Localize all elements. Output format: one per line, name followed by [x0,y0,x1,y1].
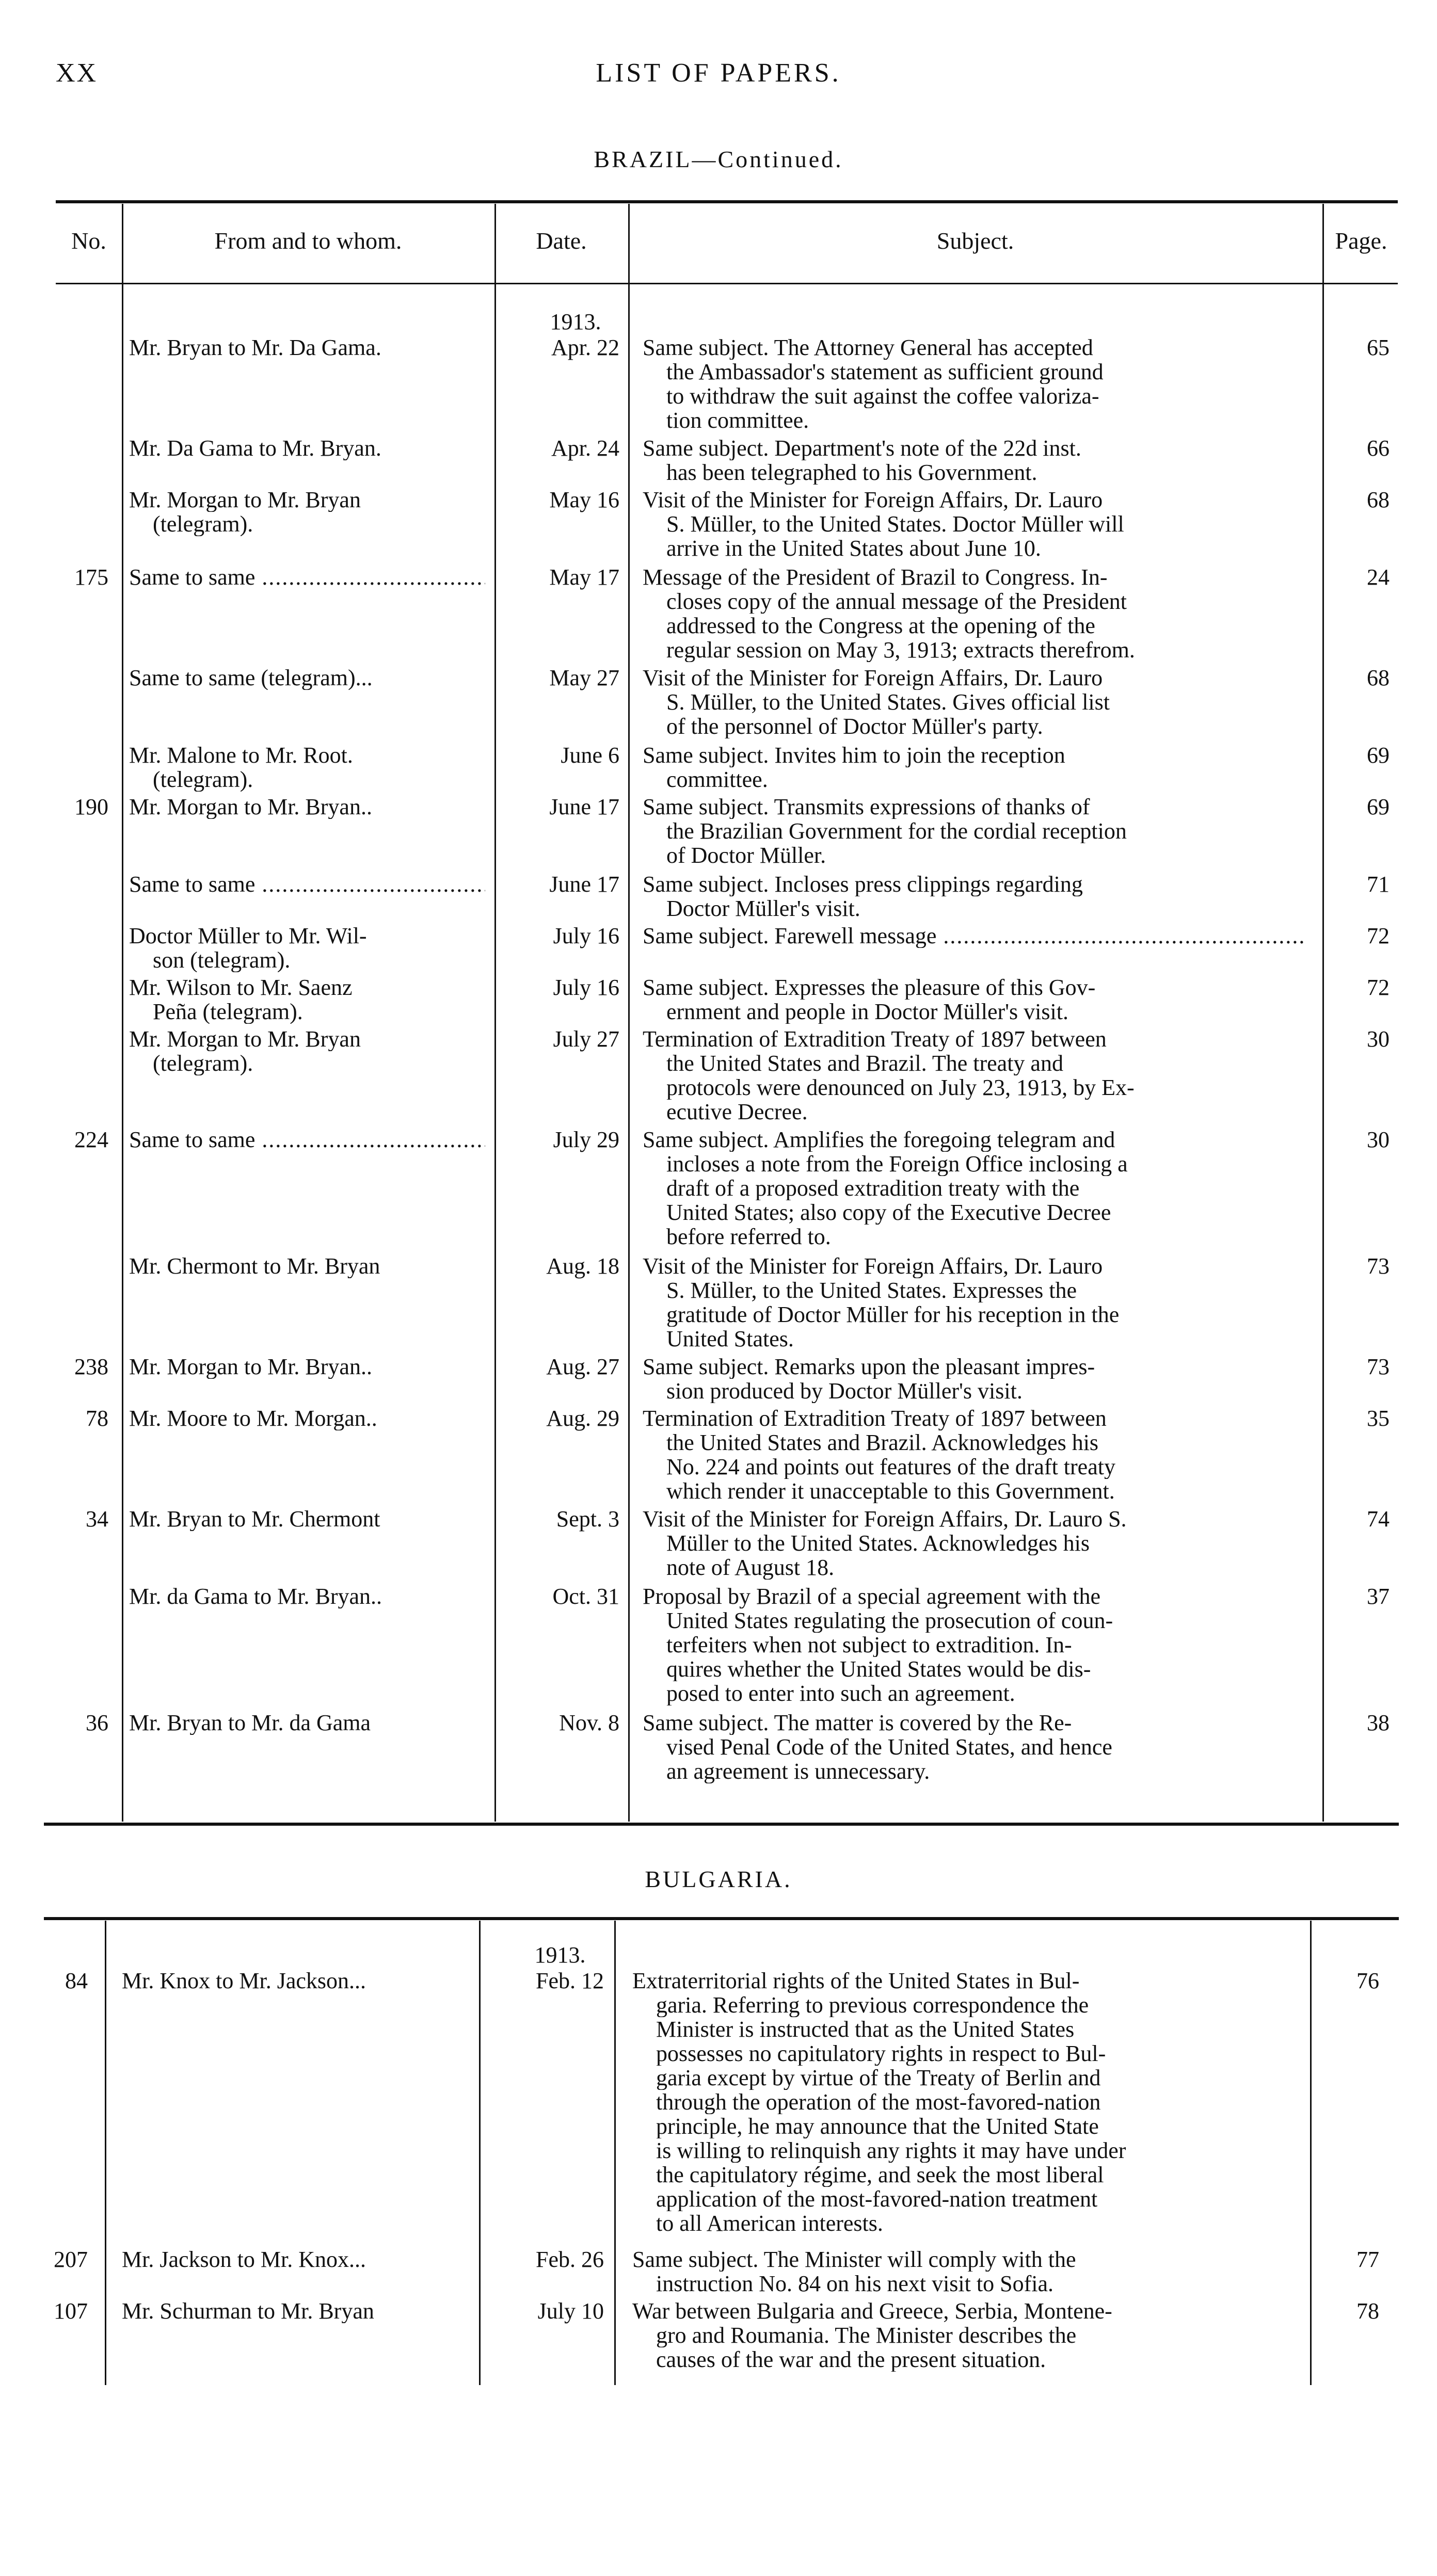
from-to-line: Mr. Jackson to Mr. Knox... [122,2247,366,2272]
subject-line: Same subject. Transmits expressions of thanks of [643,795,1090,819]
subject-line: Müller to the United States. Acknowledges his [666,1531,1090,1555]
subject-line: posed to enter into such an agreement. [666,1681,1015,1705]
subject-line: Extraterritorial rights of the United States in Bul- [632,1969,1080,1993]
subject-line: S. Müller, to the United States. Gives official list [666,690,1110,714]
date-cell: May 17 [549,565,619,590]
subject-line: the United States and Brazil. Acknowledges his [666,1430,1099,1455]
row-number: 84 [65,1968,88,1993]
row-number: 78 [86,1406,108,1431]
page-ref: 65 [1367,335,1390,360]
table-row [0,335,1437,432]
from-to-line: Same to same ..... [129,565,485,589]
year-label-text: 1913. [534,1942,586,1968]
subject-cell [643,743,1303,792]
table-row [0,1507,1437,1580]
subject-line: the United States and Brazil. The treaty and [666,1051,1063,1075]
page-ref: 73 [1367,1253,1390,1279]
page-ref: 74 [1367,1506,1390,1532]
from-to-cell [129,1128,485,1152]
subject-line: United States. [666,1327,794,1351]
date-cell: May 27 [549,665,619,690]
subject-line: to withdraw the suit against the coffee valoriza- [666,384,1099,408]
subject-line: regular session on May 3, 1913; extracts therefrom. [666,638,1135,662]
page-number: XX [56,58,98,88]
subject-line: has been telegraphed to his Government. [666,460,1037,485]
table-row [0,795,1437,867]
subject-line: Same subject. Amplifies the foregoing telegram and [643,1128,1115,1152]
subject-cell [632,2299,1303,2372]
table-row [0,436,1437,485]
subject-cell [643,795,1303,867]
from-to-line: (telegram). [153,767,253,792]
page-ref: 72 [1367,923,1390,948]
subject-cell [643,872,1303,921]
date-cell: Aug. 29 [546,1406,619,1431]
from-to-cell [129,872,485,896]
from-to-line: Mr. Wilson to Mr. Saenz [129,975,353,1000]
date-cell: June 17 [549,794,619,819]
subject-cell [643,1027,1303,1124]
from-to-cell [122,1969,478,1993]
subject-line: Same subject. Farewell message ..... [643,924,1303,948]
date-cell: Sept. 3 [556,1506,619,1532]
page-ref: 69 [1367,794,1390,819]
subject-line: gro and Roumania. The Minister describes the [656,2323,1077,2347]
subject-line: of Doctor Müller. [666,843,826,867]
from-to-cell [122,2247,478,2272]
subject-line: Same subject. The Attorney General has accepted [643,335,1093,360]
subject-line: Proposal by Brazil of a special agreement with the [643,1584,1101,1608]
row-number: 224 [74,1127,108,1152]
from-to-line: Doctor Müller to Mr. Wil- [129,924,367,948]
table-row [0,666,1437,738]
column-header-from: From and to whom. [214,228,402,254]
date-cell: Nov. 8 [559,1710,619,1735]
from-to-cell [129,1355,485,1379]
subject-line: garia except by virtue of the Treaty of Berlin and [656,2066,1101,2090]
date-cell: Aug. 27 [546,1354,619,1379]
subject-cell [643,565,1303,662]
row-number: 34 [86,1506,108,1532]
subject-line: tion committee. [666,408,809,432]
subject-line: principle, he may announce that the United State [656,2114,1099,2138]
subject-line: garia. Referring to previous correspondence the [656,1993,1089,2017]
from-to-line: (telegram). [153,512,253,536]
column-header-no: No. [71,228,106,254]
row-number: 36 [86,1710,108,1735]
subject-line: Doctor Müller's visit. [666,896,860,921]
subject-line: Visit of the Minister for Foreign Affairs, Dr. Lauro [643,666,1103,690]
from-to-cell [129,335,485,360]
table-row [0,975,1437,1024]
table-row [0,2299,1437,2372]
from-to-cell [129,1507,485,1531]
subject-cell [643,1507,1303,1580]
from-to-cell [129,436,485,460]
page-ref: 78 [1356,2298,1379,2324]
subject-cell [643,1254,1303,1351]
from-to-line: Mr. Bryan to Mr. da Gama [129,1711,371,1735]
subject-line: closes copy of the annual message of the President [666,589,1127,614]
subject-line: vised Penal Code of the United States, and hence [666,1735,1112,1759]
subject-line: to all American interests. [656,2211,883,2235]
subject-line: quires whether the United States would be dis- [666,1657,1091,1681]
table-row [0,488,1437,560]
subject-line: S. Müller, to the United States. Expresses the [666,1278,1077,1302]
subject-line: committee. [666,767,768,792]
from-to-line: Mr. Bryan to Mr. Chermont [129,1507,380,1531]
column-header-subject: Subject. [936,228,1014,254]
page-title: LIST OF PAPERS. [596,58,841,88]
from-to-line: son (telegram). [153,948,291,972]
subject-line: Same subject. Department's note of the 22d inst. [643,436,1081,460]
column-header-date: Date. [536,228,587,254]
date-cell: Apr. 22 [551,335,619,360]
subject-line: Same subject. Remarks upon the pleasant impres- [643,1355,1095,1379]
table-row [0,872,1437,921]
subject-line: ernment and people in Doctor Müller's visit. [666,1000,1068,1024]
subject-line: application of the most-favored-nation treatment [656,2187,1098,2211]
page-ref: 73 [1367,1354,1390,1379]
table-row [0,1027,1437,1124]
from-to-cell [129,1711,485,1735]
date-cell: July 29 [553,1127,619,1152]
page-ref: 72 [1367,975,1390,1000]
date-cell: June 17 [549,872,619,897]
from-to-line: Mr. Moore to Mr. Morgan.. [129,1406,377,1430]
from-to-line: Same to same ..... [129,1128,485,1152]
from-to-line: Peña (telegram). [153,1000,303,1024]
from-to-cell [129,743,485,792]
table-row [0,1254,1437,1351]
from-to-cell [129,1406,485,1430]
date-cell: Feb. 12 [536,1968,604,1993]
from-to-line: Mr. Schurman to Mr. Bryan [122,2299,374,2323]
row-number: 175 [74,565,108,590]
page-ref: 69 [1367,743,1390,768]
date-cell: Oct. 31 [552,1584,619,1609]
from-to-line: Mr. Morgan to Mr. Bryan.. [129,1355,372,1379]
table-bottom-rule [44,1823,1399,1826]
page-ref: 71 [1367,872,1390,897]
subject-cell [643,1128,1303,1249]
page-ref: 77 [1356,2247,1379,2272]
from-to-cell [129,488,485,536]
from-to-line: Mr. Bryan to Mr. Da Gama. [129,335,381,360]
table-top-rule [56,200,1398,203]
from-to-cell [129,924,485,972]
subject-line: causes of the war and the present situation. [656,2347,1046,2372]
column-header-page: Page. [1335,228,1387,254]
subject-line: Same subject. Expresses the pleasure of this Gov- [643,975,1096,1000]
subject-line: ecutive Decree. [666,1100,808,1124]
from-to-line: Mr. Da Gama to Mr. Bryan. [129,436,381,460]
page-ref: 30 [1367,1127,1390,1152]
subject-line: possesses no capitulatory rights in respect to Bul- [656,2041,1106,2066]
table-top-rule [44,1917,1399,1920]
from-to-line: (telegram). [153,1051,253,1075]
page-ref: 38 [1367,1710,1390,1735]
section-title-bulgaria: BULGARIA. [645,1866,792,1892]
subject-cell [643,975,1303,1024]
row-number: 238 [74,1354,108,1379]
page-ref: 37 [1367,1584,1390,1609]
from-to-line: Mr. da Gama to Mr. Bryan.. [129,1584,382,1608]
page-ref: 30 [1367,1026,1390,1052]
subject-line: terfeiters when not subject to extradition. In- [666,1633,1072,1657]
page-ref: 35 [1367,1406,1390,1431]
date-cell: Aug. 18 [546,1253,619,1279]
table-row [0,1711,1437,1783]
page-ref: 68 [1367,487,1390,512]
from-to-line: Mr. Morgan to Mr. Bryan.. [129,795,372,819]
from-to-cell [129,666,485,690]
subject-cell [632,2247,1303,2296]
from-to-cell [129,1027,485,1075]
subject-line: Same subject. Invites him to join the reception [643,743,1065,767]
page-ref: 66 [1367,436,1390,461]
subject-line: Minister is instructed that as the United States [656,2017,1075,2041]
subject-line: draft of a proposed extradition treaty with the [666,1176,1080,1200]
subject-line: the capitulatory régime, and seek the most liberal [656,2163,1104,2187]
subject-line: through the operation of the most-favored-nation [656,2090,1101,2114]
row-number: 207 [54,2247,88,2272]
subject-line: arrive in the United States about June 10. [666,536,1041,560]
date-cell: Feb. 26 [536,2247,604,2272]
subject-line: before referred to. [666,1225,831,1249]
table-row [0,1969,1437,2235]
table-row [0,565,1437,662]
subject-line: the Ambassador's statement as sufficient ground [666,360,1104,384]
subject-line: addressed to the Congress at the opening of the [666,614,1095,638]
from-to-line: Same to same (telegram)... [129,666,373,690]
subject-line: War between Bulgaria and Greece, Serbia, Montene- [632,2299,1112,2323]
subject-line: Same subject. The matter is covered by the Re- [643,1711,1072,1735]
subject-line: an agreement is unnecessary. [666,1759,930,1783]
section-title-brazil: BRAZIL—Continued. [594,146,843,172]
subject-line: Message of the President of Brazil to Congress. In- [643,565,1108,589]
subject-cell [643,1584,1303,1705]
subject-line: sion produced by Doctor Müller's visit. [666,1379,1023,1403]
from-to-line: Mr. Knox to Mr. Jackson... [122,1969,366,1993]
subject-line: No. 224 and points out features of the draft treaty [666,1455,1115,1479]
date-cell: July 27 [553,1026,619,1052]
from-to-cell [129,795,485,819]
subject-cell [643,335,1303,432]
subject-line: S. Müller, to the United States. Doctor Müller will [666,512,1124,536]
page-ref: 68 [1367,665,1390,690]
subject-line: incloses a note from the Foreign Office inclosing a [666,1152,1128,1176]
table-row [0,1406,1437,1503]
subject-cell [643,436,1303,485]
from-to-line: Mr. Morgan to Mr. Bryan [129,488,361,512]
subject-line: Termination of Extradition Treaty of 1897 between [643,1027,1107,1051]
table-row [0,924,1437,972]
page-ref: 24 [1367,565,1390,590]
table-row [0,1584,1437,1705]
row-number: 107 [54,2298,88,2324]
from-to-cell [129,1584,485,1608]
table-row [0,1355,1437,1403]
date-cell: May 16 [549,487,619,512]
date-cell: Apr. 24 [551,436,619,461]
subject-line: Termination of Extradition Treaty of 1897 between [643,1406,1107,1430]
subject-line: the Brazilian Government for the cordial reception [666,819,1127,843]
date-cell: July 16 [553,923,619,948]
subject-line: Visit of the Minister for Foreign Affairs, Dr. Lauro S. [643,1507,1127,1531]
from-to-cell [129,975,485,1024]
subject-cell [643,1355,1303,1403]
subject-line: United States; also copy of the Executive Decree [666,1200,1111,1225]
subject-line: which render it unacceptable to this Government. [666,1479,1115,1503]
subject-line: protocols were denounced on July 23, 1913, by Ex- [666,1075,1135,1100]
year-label-text: 1913. [550,309,601,334]
table-row [0,1128,1437,1249]
subject-line: note of August 18. [666,1555,835,1580]
from-to-cell [129,565,485,589]
date-cell: July 10 [537,2298,604,2324]
subject-line: of the personnel of Doctor Müller's party. [666,714,1043,738]
page-ref: 76 [1356,1968,1379,1993]
row-number: 190 [74,794,108,819]
table-row [0,2247,1437,2296]
subject-cell [643,666,1303,738]
subject-cell [643,1711,1303,1783]
subject-line: Visit of the Minister for Foreign Affairs, Dr. Lauro [643,488,1103,512]
date-cell: June 6 [561,743,619,768]
subject-line: Same subject. Incloses press clippings regarding [643,872,1083,896]
date-cell: July 16 [553,975,619,1000]
subject-cell [643,924,1303,948]
subject-line: is willing to relinquish any rights it may have under [656,2138,1126,2163]
from-to-line: Mr. Chermont to Mr. Bryan [129,1254,380,1278]
from-to-cell [122,2299,478,2323]
subject-cell [643,488,1303,560]
subject-line: Visit of the Minister for Foreign Affairs, Dr. Lauro [643,1254,1103,1278]
subject-line: instruction No. 84 on his next visit to Sofia. [656,2272,1053,2296]
subject-line: gratitude of Doctor Müller for his reception in the [666,1302,1120,1327]
subject-line: Same subject. The Minister will comply with the [632,2247,1076,2272]
subject-line: United States regulating the prosecution of coun- [666,1608,1113,1633]
table-header-rule [56,283,1398,284]
from-to-line: Mr. Malone to Mr. Root. [129,743,353,767]
from-to-line: Same to same ..... [129,872,485,896]
from-to-line: Mr. Morgan to Mr. Bryan [129,1027,361,1051]
from-to-cell [129,1254,485,1278]
subject-cell [632,1969,1303,2235]
table-row [0,743,1437,792]
subject-cell [643,1406,1303,1503]
